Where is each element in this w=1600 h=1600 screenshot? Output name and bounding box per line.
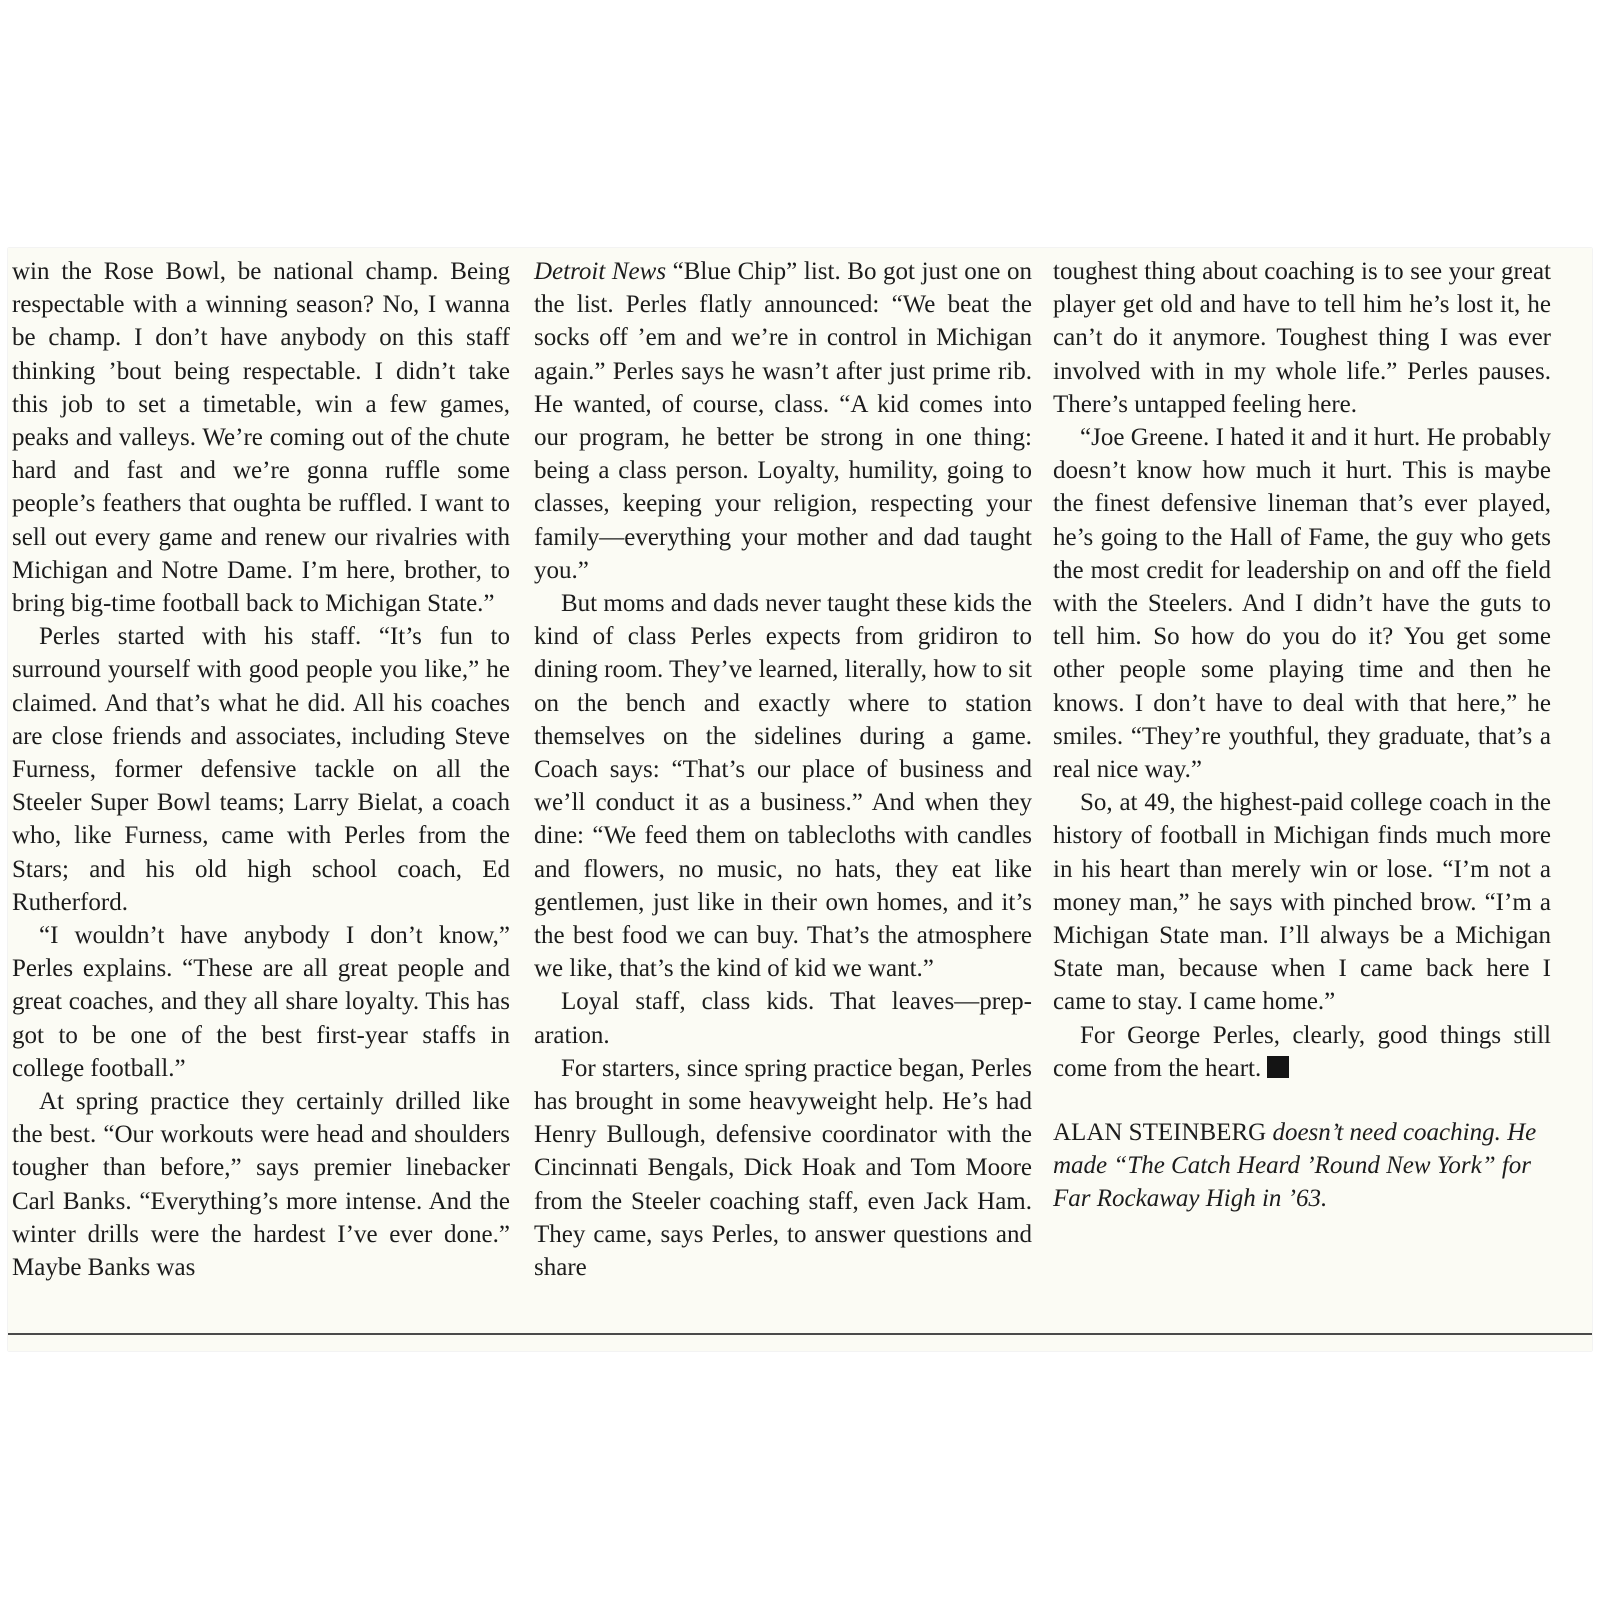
paragraph: [1053, 1019, 1551, 1085]
paragraph: [534, 255, 1032, 587]
paragraph: At spring practice they certainly drilled like the best. “Our workouts were head and shoulders tougher than before,” says premier linebacker Carl Banks. “Everything’s more intense. And the winter drills were the hardest I’ve ever done.” Maybe Banks was: [12, 1088, 510, 1282]
cut-off-text-fragment: ⠀: [542, 236, 561, 262]
paragraph: But moms and dads never taught these kids the kind of class Perles expects from gridiron to dining room. They’ve learned, literally, how to sit on the bench and exactly where to station themselves on the sidelines during a game. Coach says: “That’s our place of business and we’ll conduct it as a business.” And when they dine: “We feed them on tablecloths with candles and flowers, no music, no hats, they eat like gentlemen, just like in their own homes, and it’s the best food we can buy. That’s the atmosphere we like, that’s the kind of kid we want.”: [534, 590, 1032, 983]
publication-title: Detroit News: [534, 258, 667, 285]
cut-off-text-fragment: ⠀: [1060, 236, 1079, 262]
paragraph: win the Rose Bowl, be national champ. Being respectable with a winning season? No, I wanna be champ. I don’t have anybody on this staff thinking ’bout being respectable. I didn’t take this job to set a timetable, win a few games, peaks and valleys. We’re coming out of the chute hard and fast and we’re gonna ruffle some people’s feathers that oughta be ruffled. I want to sell out every game and renew our rivalries with Michigan and Notre Dame. I’m here, brother, to bring big-time football back to Michigan State.”: [12, 258, 510, 618]
paragraph-text: For George Perles, clearly, good things still come from the heart.: [1053, 1021, 1551, 1082]
author-bio: [1053, 1116, 1551, 1216]
paragraph: Loyal staff, class kids. That leaves—preparation.: [534, 988, 1032, 1049]
article-column-3: [1053, 255, 1551, 1216]
magazine-clipping: [8, 236, 1592, 1351]
paragraph: So, at 49, the highest-paid college coach in the history of football in Michigan finds much more in his heart than merely win or lose. “I’m not a money man,” he says with pinched brow. “I’m a Michigan State man. I’ll always be a Michigan State man, because when I came back here I came to stay. I came home.”: [1053, 789, 1551, 1016]
cut-off-text-fragment: ⠀: [20, 236, 39, 262]
author-name: ALAN STEINBERG: [1053, 1119, 1267, 1147]
bottom-rule: [8, 1333, 1592, 1335]
article-column-1: [12, 255, 510, 1284]
paragraph: toughest thing about coaching is to see your great player get old and have to tell him he’s lost it, he can’t do it anymore. Toughest thing I was ever involved with in my whole life.” Perles pauses. There’s untapped feeling here.: [1053, 258, 1551, 418]
paragraph: For starters, since spring practice began, Perles has brought in some heavyweight help. He’s had Henry Bullough, defensive coordinator with the Cincinnati Bengals, Dick Hoak and Tom Moore from the Steeler coaching staff, even Jack Ham. They came, says Perles, to answer questions and share: [534, 1054, 1032, 1282]
end-of-article-mark: [1267, 1056, 1289, 1078]
article-column-2: [534, 255, 1032, 1284]
paragraph: “Joe Greene. I hated it and it hurt. He probably doesn’t know how much it hurt. This is maybe the finest defensive lineman that’s ever played, he’s going to the Hall of Fame, the guy who gets the most credit for leadership on and off the field with the Steelers. And I didn’t have the guts to tell him. So how do you do it? You get some other people some playing time and then he knows. I don’t have to deal with that here,” he smiles. “They’re youthful, they graduate, that’s a real nice way.”: [1053, 424, 1551, 784]
author-bio-text: doesn’t need coaching. He made “The Catch Heard ’Round New York” for Far Rockaway High in ’63.: [1053, 1119, 1537, 1213]
paragraph: Perles started with his staff. “It’s fun to surround yourself with good people you like,” he claimed. And that’s what he did. All his coaches are close friends and associates, including Steve Furness, former defensive tackle on all the Steeler Super Bowl teams; Larry Bielat, a coach who, like Furness, came with Perles from the Stars; and his old high school coach, Ed Rutherford.: [12, 623, 510, 916]
paragraph-text: “Blue Chip” list. Bo got just one on the list. Perles flatly announced: “We beat the socks off ’em and we’re in control in Michigan again.” Perles says he wasn’t after just prime rib. He wanted, of course, class. “A kid comes into our program, he better be strong in one thing: being a class person. Loyalty, humility, going to classes, keeping your religion, respecting your family—everything your mother and dad taught you.”: [534, 258, 1032, 584]
paragraph: “I wouldn’t have anybody I don’t know,” Perles explains. “These are all great people and great coaches, and they all share loyalty. This has got to be one of the best first-year staffs in college football.”: [12, 922, 510, 1082]
